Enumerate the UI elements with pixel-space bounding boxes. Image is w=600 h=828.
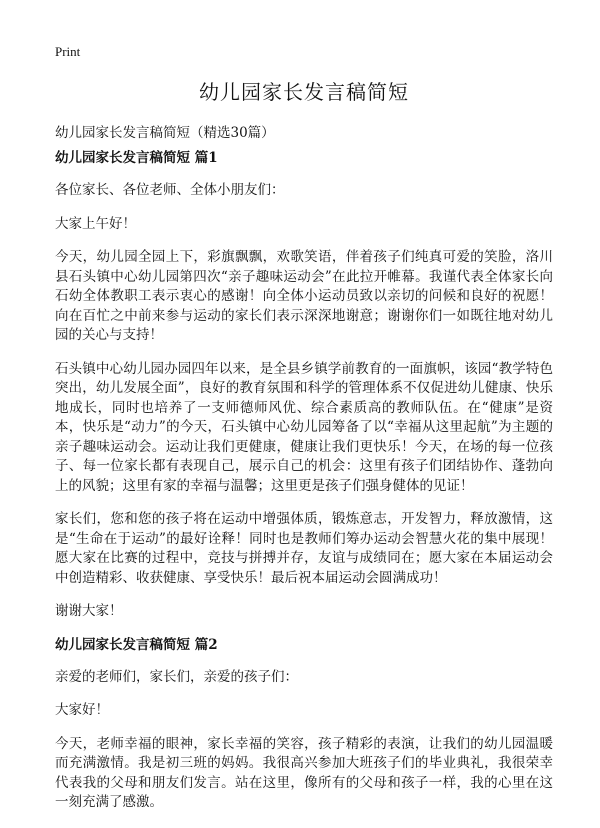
page-subtitle: 幼儿园家长发言稿简短（精选30篇） [55, 125, 275, 141]
paragraph: 大家好！ [55, 702, 109, 718]
paragraph: 亲爱的老师们，家长们，亲爱的孩子们： [55, 668, 298, 685]
section-heading: 幼儿园家长发言稿简短 篇2 [55, 636, 218, 653]
section-heading: 幼儿园家长发言稿简短 篇1 [55, 150, 218, 166]
paragraph: 家长们，您和您的孩子将在运动中增强体质，锻炼意志，开发智力，释放激情，这是“生命在于运动”的最好诠释！同时也是教师们筹办运动会智慧火花的集中展现！愿大家在比赛的过程中，竞技与拼搏并存，友谊与成绩同在；愿大家在本届运动会中创造精彩、收获健康、享受快乐！最后祝本届运动会圆满成功！ [55, 511, 553, 586]
paragraph: 石头镇中心幼儿园办园四年以来，是全县乡镇学前教育的一面旗帜，该园“教学特色突出，幼儿发展全面”，良好的教育氛围和科学的管理体系不仅促进幼儿健康、快乐地成长，同时也培养了一支师德师风优、综合素质高的教师队伍。在“健康”是资本，快乐是“动力”的今天，石头镇中心幼儿园筹备了以“幸福从这里起航”为主题的亲子趣味运动会。运动让我们更健康，健康让我们更快乐！今天，在场的每一位孩子、每一位家长都有表现自己，展示自己的机会：这里有孩子们团结协作、蓬勃向上的风貌；这里有家的幸福与温馨；这里更是孩子们强身健体的见证！ [55, 360, 553, 494]
article-content [55, 149, 553, 827]
paragraph: 今天，老师幸福的眼神，家长幸福的笑容，孩子精彩的表演，让我们的幼儿园温暖而充满激情。我是初三班的妈妈。我很高兴参加大班孩子们的毕业典礼，我很荣幸代表我的父母和朋友们发言。站在这里，像所有的父母和孩子一样，我的心里在这一刻充满了感激。 [55, 735, 553, 810]
paragraph: 大家上午好！ [55, 215, 136, 232]
print-link[interactable]: Print [55, 44, 81, 59]
section-1 [55, 149, 553, 622]
paragraph: 各位家长、各位老师、全体小朋友们： [55, 182, 285, 198]
section-2 [55, 636, 553, 813]
paragraph: 今天，幼儿园全园上下，彩旗飘飘，欢歌笑语，伴着孩子们纯真可爱的笑脸，洛川县石头镇中心幼儿园第四次“亲子趣味运动会”在此拉开帷幕。我谨代表全体家长向石幼全体教职工表示衷心的感谢！向全体小运动员致以亲切的问候和良好的祝愿！向在百忙之中前来参与运动的家长们表示深深地谢意；谢谢你们一如既往地对幼儿园的关心与支持！ [55, 249, 553, 343]
paragraph: 谢谢大家！ [55, 603, 123, 619]
page-title: 幼儿园家长发言稿简短 [199, 80, 409, 104]
